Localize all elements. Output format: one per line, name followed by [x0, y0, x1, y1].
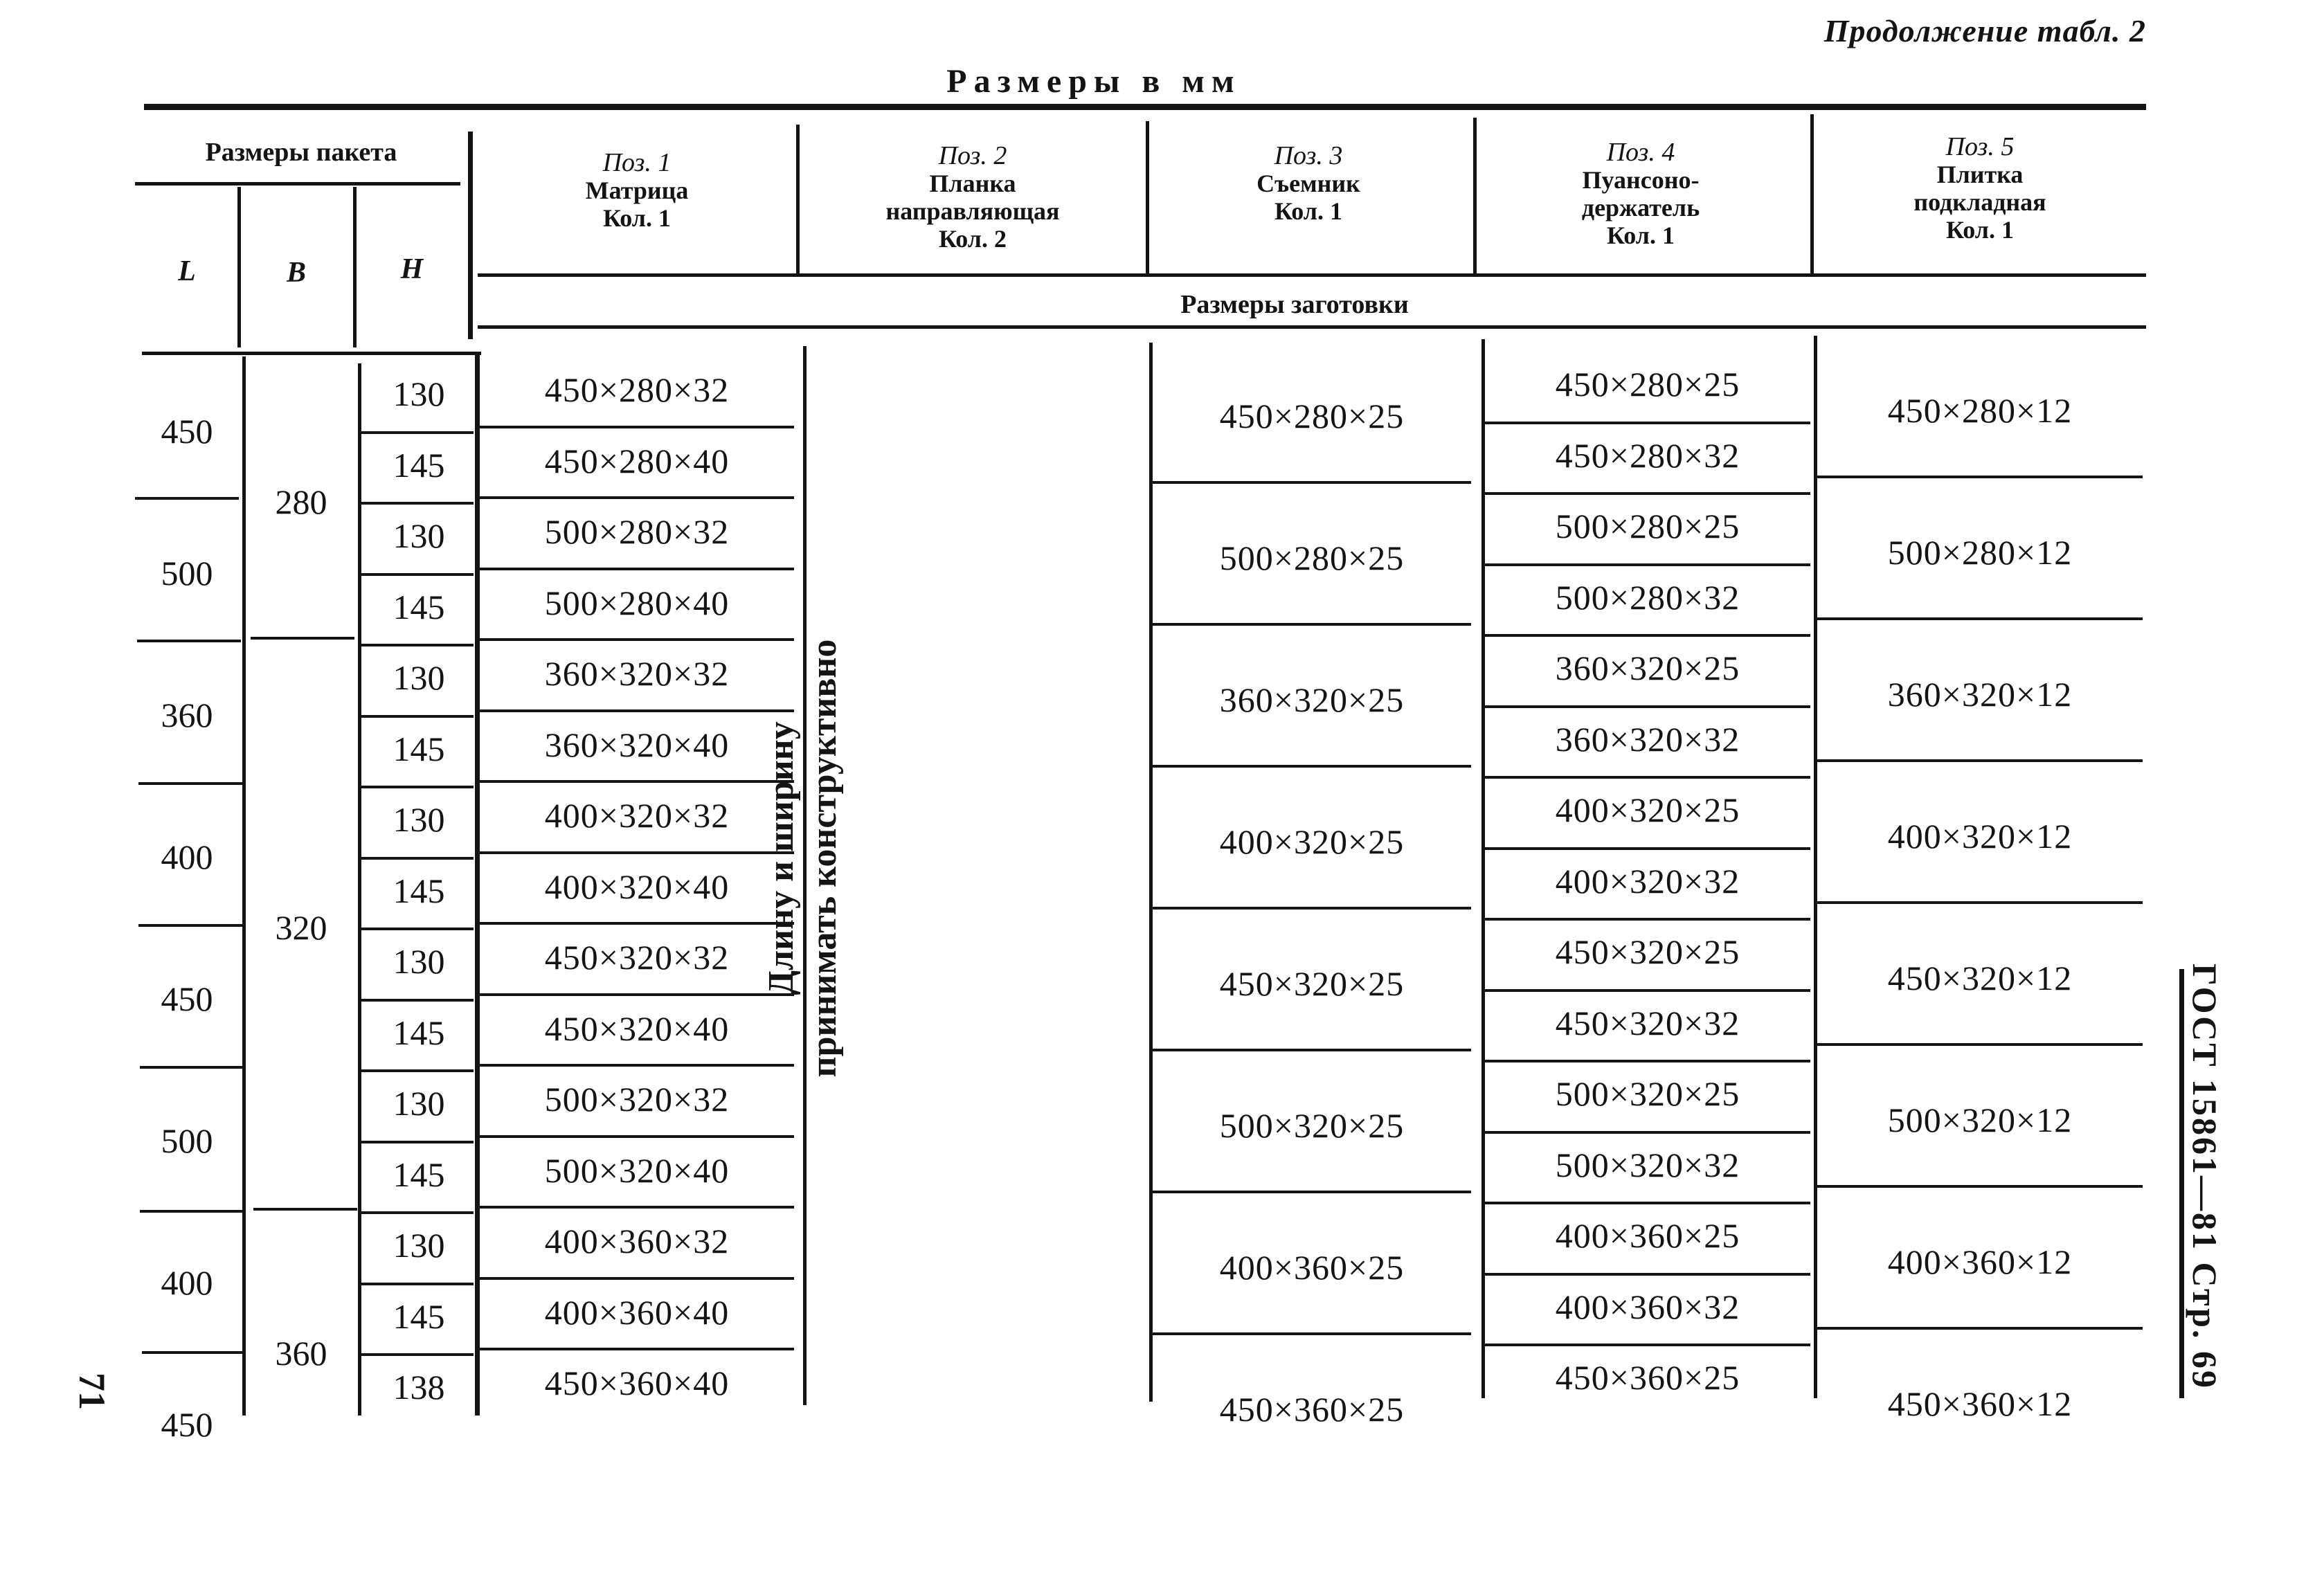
pos1-name: Матрица [585, 177, 689, 204]
pos3-value: 450×280×25 [1219, 397, 1405, 435]
sub-row-rule [479, 638, 794, 641]
pos1-value: 400×360×40 [544, 1293, 730, 1332]
sub-row-rule [361, 999, 474, 1002]
H-value: 130 [393, 942, 445, 981]
H-value: 145 [393, 871, 445, 910]
L-value: 500 [161, 554, 213, 592]
pos5-qty: Кол. 1 [1945, 216, 2015, 244]
sub-row-rule [1485, 705, 1810, 708]
sub-row-rule [479, 1277, 794, 1280]
pos5-name-1: Плитка [1936, 161, 2024, 188]
pos1-value: 360×320×40 [544, 725, 730, 764]
sub-row-rule [361, 786, 474, 788]
sub-row-rule [479, 1348, 794, 1350]
pos1-value: 360×320×32 [544, 654, 730, 693]
pos5-header [1835, 133, 2125, 244]
row-rule [1817, 476, 2143, 478]
pos2-number: Поз. 2 [938, 141, 1007, 170]
sub-row-rule [1485, 422, 1810, 424]
pos4-value: 450×280×25 [1555, 365, 1740, 404]
H-value: 138 [393, 1368, 445, 1406]
pos4-value: 500×320×32 [1555, 1146, 1740, 1184]
sub-row-rule [479, 851, 794, 854]
pos5-value: 400×360×12 [1887, 1242, 2073, 1281]
pos4-header [1495, 138, 1786, 249]
sub-row-rule [361, 1069, 474, 1072]
pos4-value: 360×320×32 [1555, 720, 1740, 759]
pos1-value: 500×280×40 [544, 584, 730, 622]
sub-row-rule [479, 993, 794, 996]
H-value: 145 [393, 446, 445, 485]
pos5-value: 500×280×12 [1887, 533, 2073, 572]
pos2-note-line-2: принимать конструктивно [804, 639, 844, 1078]
sub-row-rule [361, 1283, 474, 1285]
sub-row-rule [1485, 847, 1810, 850]
side-reference-rule [2179, 969, 2184, 1398]
row-rule [1153, 481, 1471, 484]
blank-sizes-header: Размеры заготовки [1180, 290, 1409, 319]
row-rule [1817, 901, 2143, 904]
H-value: 145 [393, 1013, 445, 1052]
pos1-value: 450×280×32 [544, 370, 730, 409]
H-value: 145 [393, 588, 445, 626]
pos2-name-1: Планка [929, 170, 1016, 197]
sub-row-rule [1485, 776, 1810, 779]
sub-row-rule [361, 573, 474, 576]
row-rule [1153, 765, 1471, 768]
pos4-value: 500×280×32 [1555, 578, 1740, 617]
pos2-name-2: направляющая [885, 197, 1060, 225]
pos4-value: 400×320×32 [1555, 862, 1740, 901]
pos1-value: 400×360×32 [544, 1222, 730, 1260]
B-value: 320 [275, 908, 327, 947]
pos4-name-1: Пуансоно- [1582, 166, 1700, 194]
pos1-value: 450×320×40 [544, 1009, 730, 1048]
sub-row-rule [479, 568, 794, 570]
sub-row-rule [361, 431, 474, 434]
L-value: 400 [161, 838, 213, 876]
sub-row-rule [361, 857, 474, 860]
L-value: 360 [161, 696, 213, 734]
row-rule [1153, 907, 1471, 910]
sub-row-rule [361, 502, 474, 505]
sub-row-rule [361, 928, 474, 930]
pos4-name-2: держатель [1581, 194, 1700, 221]
pos1-value: 400×320×40 [544, 867, 730, 906]
row-rule [1817, 1327, 2143, 1330]
pos3-qty: Кол. 1 [1274, 197, 1343, 225]
pos3-value: 450×320×25 [1219, 964, 1405, 1003]
sub-row-rule [1485, 1344, 1810, 1346]
row-rule [1153, 1049, 1471, 1051]
pos3-value: 500×280×25 [1219, 539, 1405, 577]
sub-row-rule [361, 1141, 474, 1143]
pos5-number: Поз. 5 [1945, 132, 2015, 161]
H-value: 130 [393, 374, 445, 413]
pos3-value: 500×320×25 [1219, 1106, 1405, 1145]
pos4-value: 450×320×25 [1555, 932, 1740, 971]
H-value: 145 [393, 1297, 445, 1336]
sub-row-rule [361, 644, 474, 646]
sub-row-rule [479, 426, 794, 428]
sub-row-rule [479, 709, 794, 712]
sub-row-rule [479, 1135, 794, 1138]
pos1-value: 450×280×40 [544, 442, 730, 480]
pos5-name-2: подкладная [1913, 188, 2046, 216]
pos3-name: Съемник [1256, 170, 1360, 197]
package-size-header: Размеры пакета [205, 138, 397, 167]
pos5-value: 450×360×12 [1887, 1384, 2073, 1423]
pos5-value: 500×320×12 [1887, 1101, 2073, 1139]
pos4-value: 450×320×32 [1555, 1004, 1740, 1042]
sub-row-rule [1485, 634, 1810, 637]
sub-row-rule [1485, 563, 1810, 566]
sub-row-rule [1485, 1131, 1810, 1134]
pos5-value: 450×320×12 [1887, 959, 2073, 997]
pos2-header [820, 142, 1125, 253]
sub-row-rule [479, 922, 794, 925]
pos4-value: 400×360×25 [1555, 1216, 1740, 1255]
pos4-qty: Кол. 1 [1606, 221, 1675, 249]
sub-row-rule [361, 1211, 474, 1214]
pos4-value: 450×280×32 [1555, 436, 1740, 475]
column-B-header: B [286, 257, 306, 289]
sub-row-rule [361, 1353, 474, 1356]
sub-row-rule [361, 715, 474, 718]
pos2-note [760, 623, 846, 1094]
L-value: 500 [161, 1121, 213, 1160]
H-value: 130 [393, 1226, 445, 1265]
L-value: 450 [161, 979, 213, 1018]
pos4-value: 400×320×25 [1555, 790, 1740, 829]
sub-row-rule [1485, 1060, 1810, 1062]
sub-row-rule [479, 496, 794, 499]
pos4-number: Поз. 4 [1606, 138, 1675, 167]
pos1-value: 450×360×40 [544, 1364, 730, 1402]
pos1-value: 500×320×32 [544, 1080, 730, 1119]
pos1-header [505, 149, 768, 232]
row-rule [1153, 1332, 1471, 1335]
pos4-value: 450×360×25 [1555, 1358, 1740, 1397]
continuation-label: Продолжение табл. 2 [1823, 13, 2146, 48]
pos1-qty: Кол. 1 [602, 204, 672, 232]
sub-row-rule [479, 1206, 794, 1209]
pos2-note-line-1: Длину и ширину [762, 721, 801, 995]
pos1-value: 500×320×40 [544, 1151, 730, 1190]
pos1-number: Поз. 1 [602, 148, 672, 177]
pos3-value: 400×320×25 [1219, 822, 1405, 861]
H-value: 130 [393, 658, 445, 697]
B-value: 360 [275, 1334, 327, 1373]
B-value: 280 [275, 482, 327, 521]
row-rule [1817, 617, 2143, 620]
pos3-value: 360×320×25 [1219, 680, 1405, 719]
pos1-value: 450×320×32 [544, 938, 730, 977]
L-value: 400 [161, 1263, 213, 1302]
pos5-value: 400×320×12 [1887, 817, 2073, 856]
side-reference: ГОСТ 15861—81 Стр. 69 [2186, 964, 2224, 1390]
pos5-value: 450×280×12 [1887, 391, 2073, 430]
sub-row-rule [1485, 989, 1810, 992]
pos4-value: 500×280×25 [1555, 507, 1740, 545]
pos4-value: 500×320×25 [1555, 1074, 1740, 1113]
H-value: 145 [393, 730, 445, 768]
sub-row-rule [1485, 1202, 1810, 1204]
pos4-value: 360×320×25 [1555, 649, 1740, 687]
sub-row-rule [479, 1064, 794, 1067]
row-rule [1817, 759, 2143, 762]
row-rule [1153, 623, 1471, 626]
H-value: 130 [393, 516, 445, 555]
row-rule [1817, 1185, 2143, 1188]
pos1-value: 500×280×32 [544, 512, 730, 551]
sub-row-rule [1485, 918, 1810, 921]
sub-row-rule [1485, 1273, 1810, 1276]
pos2-qty: Кол. 2 [938, 225, 1007, 253]
column-L-header: L [178, 255, 196, 287]
H-value: 145 [393, 1155, 445, 1194]
pos3-value: 450×360×25 [1219, 1390, 1405, 1429]
pos5-value: 360×320×12 [1887, 675, 2073, 714]
units-label: Размеры в мм [946, 63, 1241, 100]
row-rule [1153, 1191, 1471, 1193]
H-value: 130 [393, 1084, 445, 1123]
page-number: 71 [71, 1373, 113, 1410]
L-value: 450 [161, 412, 213, 451]
pos3-header [1170, 142, 1447, 225]
H-value: 130 [393, 800, 445, 839]
pos3-value: 400×360×25 [1219, 1248, 1405, 1287]
pos3-number: Поз. 3 [1274, 141, 1343, 170]
L-value: 450 [161, 1405, 213, 1444]
sub-row-rule [479, 780, 794, 783]
row-rule [1817, 1043, 2143, 1046]
pos1-value: 400×320×32 [544, 796, 730, 835]
column-H-header: H [400, 253, 424, 285]
sub-row-rule [1485, 492, 1810, 495]
pos4-value: 400×360×32 [1555, 1287, 1740, 1326]
